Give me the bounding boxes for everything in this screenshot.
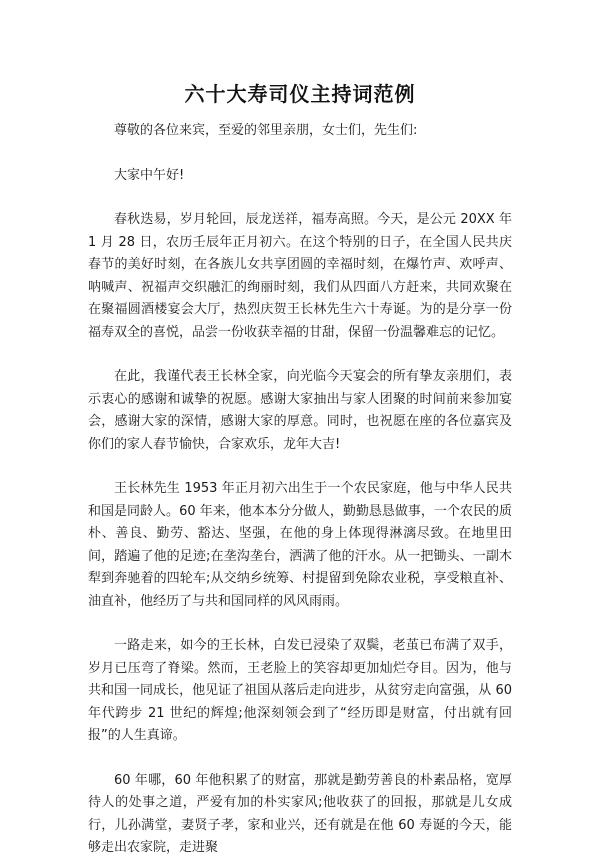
greeting-paragraph: 大家中午好! (114, 167, 185, 183)
body-paragraph: 60 年哪，60 年他积累了的财富，那就是勤劳善良的朴素品格，宽厚待人的处事之道，严爱有加的朴实家风;他收获了的回报，那就是儿女成行，儿孙满堂，妻贤子孝，家和业兴，还有就是在他 60 寿诞的今天，能够走出农家院，走进聚 (88, 772, 512, 855)
document-title: 六十大寿司仪主持词范例 (184, 82, 416, 106)
body-paragraph: 王长林先生 1953 年正月初六出生于一个农民家庭，他与中华人民共和国是同龄人。60 年来，他本本分分做人，勤勤恳恳做事，一个农民的质朴、善良、勤劳、豁达、坚强，在他的身上体现得淋漓尽致。在地里田间，踏遍了他的足迹;在垄沟垄台，洒满了他的汗水。从一把锄头、一副木犁到奔驰着的四轮车;从交纳乡统筹、村提留到免除农业税，享受粮直补、油直补，他经历了与共和国同样的风风雨雨。 (88, 481, 512, 609)
salutation-paragraph: 尊敬的各位来宾，至爱的邻里亲朋，女士们，先生们: (114, 123, 418, 138)
body-paragraph: 一路走来，如今的王长林，白发已浸染了双鬓，老茧已布满了双手，岁月已压弯了脊梁。然而，王老脸上的笑容却更加灿烂夺目。因为，他与共和国一同成长，他见证了祖国从落后走向进步，从贫穷走向富强，从 60 年代跨步 21 世纪的辉煌;他深刻领会到了“经历即是财富，付出就有回报”的人生真谛。 (88, 638, 512, 743)
body-paragraph: 在此，我谨代表王长林全家，向光临今天宴会的所有挚友亲朋们，表示衷心的感谢和诚挚的祝愿。感谢大家抽出与家人团聚的时间前来参加宴会，感谢大家的深情，感谢大家的厚意。同时，也祝愿在座的各位嘉宾及你们的家人春节愉快，合家欢乐，龙年大吉! (88, 369, 512, 452)
body-paragraph: 春秋迭易，岁月轮回，辰龙送祥，福寿高照。今天，是公元 20XX 年 1 月 28 日，农历壬辰年正月初六。在这个特别的日子，在全国人民共庆春节的美好时刻，在各族儿女共享团圆的幸福时刻，在爆竹声、欢呼声、呐喊声、祝福声交织融汇的绚丽时刻，我们从四面八方赶来，共同欢聚在在聚福圆酒楼宴会大厅，热烈庆贺王长林先生六十寿诞。为的是分享一份福寿双全的喜悦，品尝一份收获幸福的甘甜，保留一份温馨难忘的记忆。 (88, 212, 512, 340)
